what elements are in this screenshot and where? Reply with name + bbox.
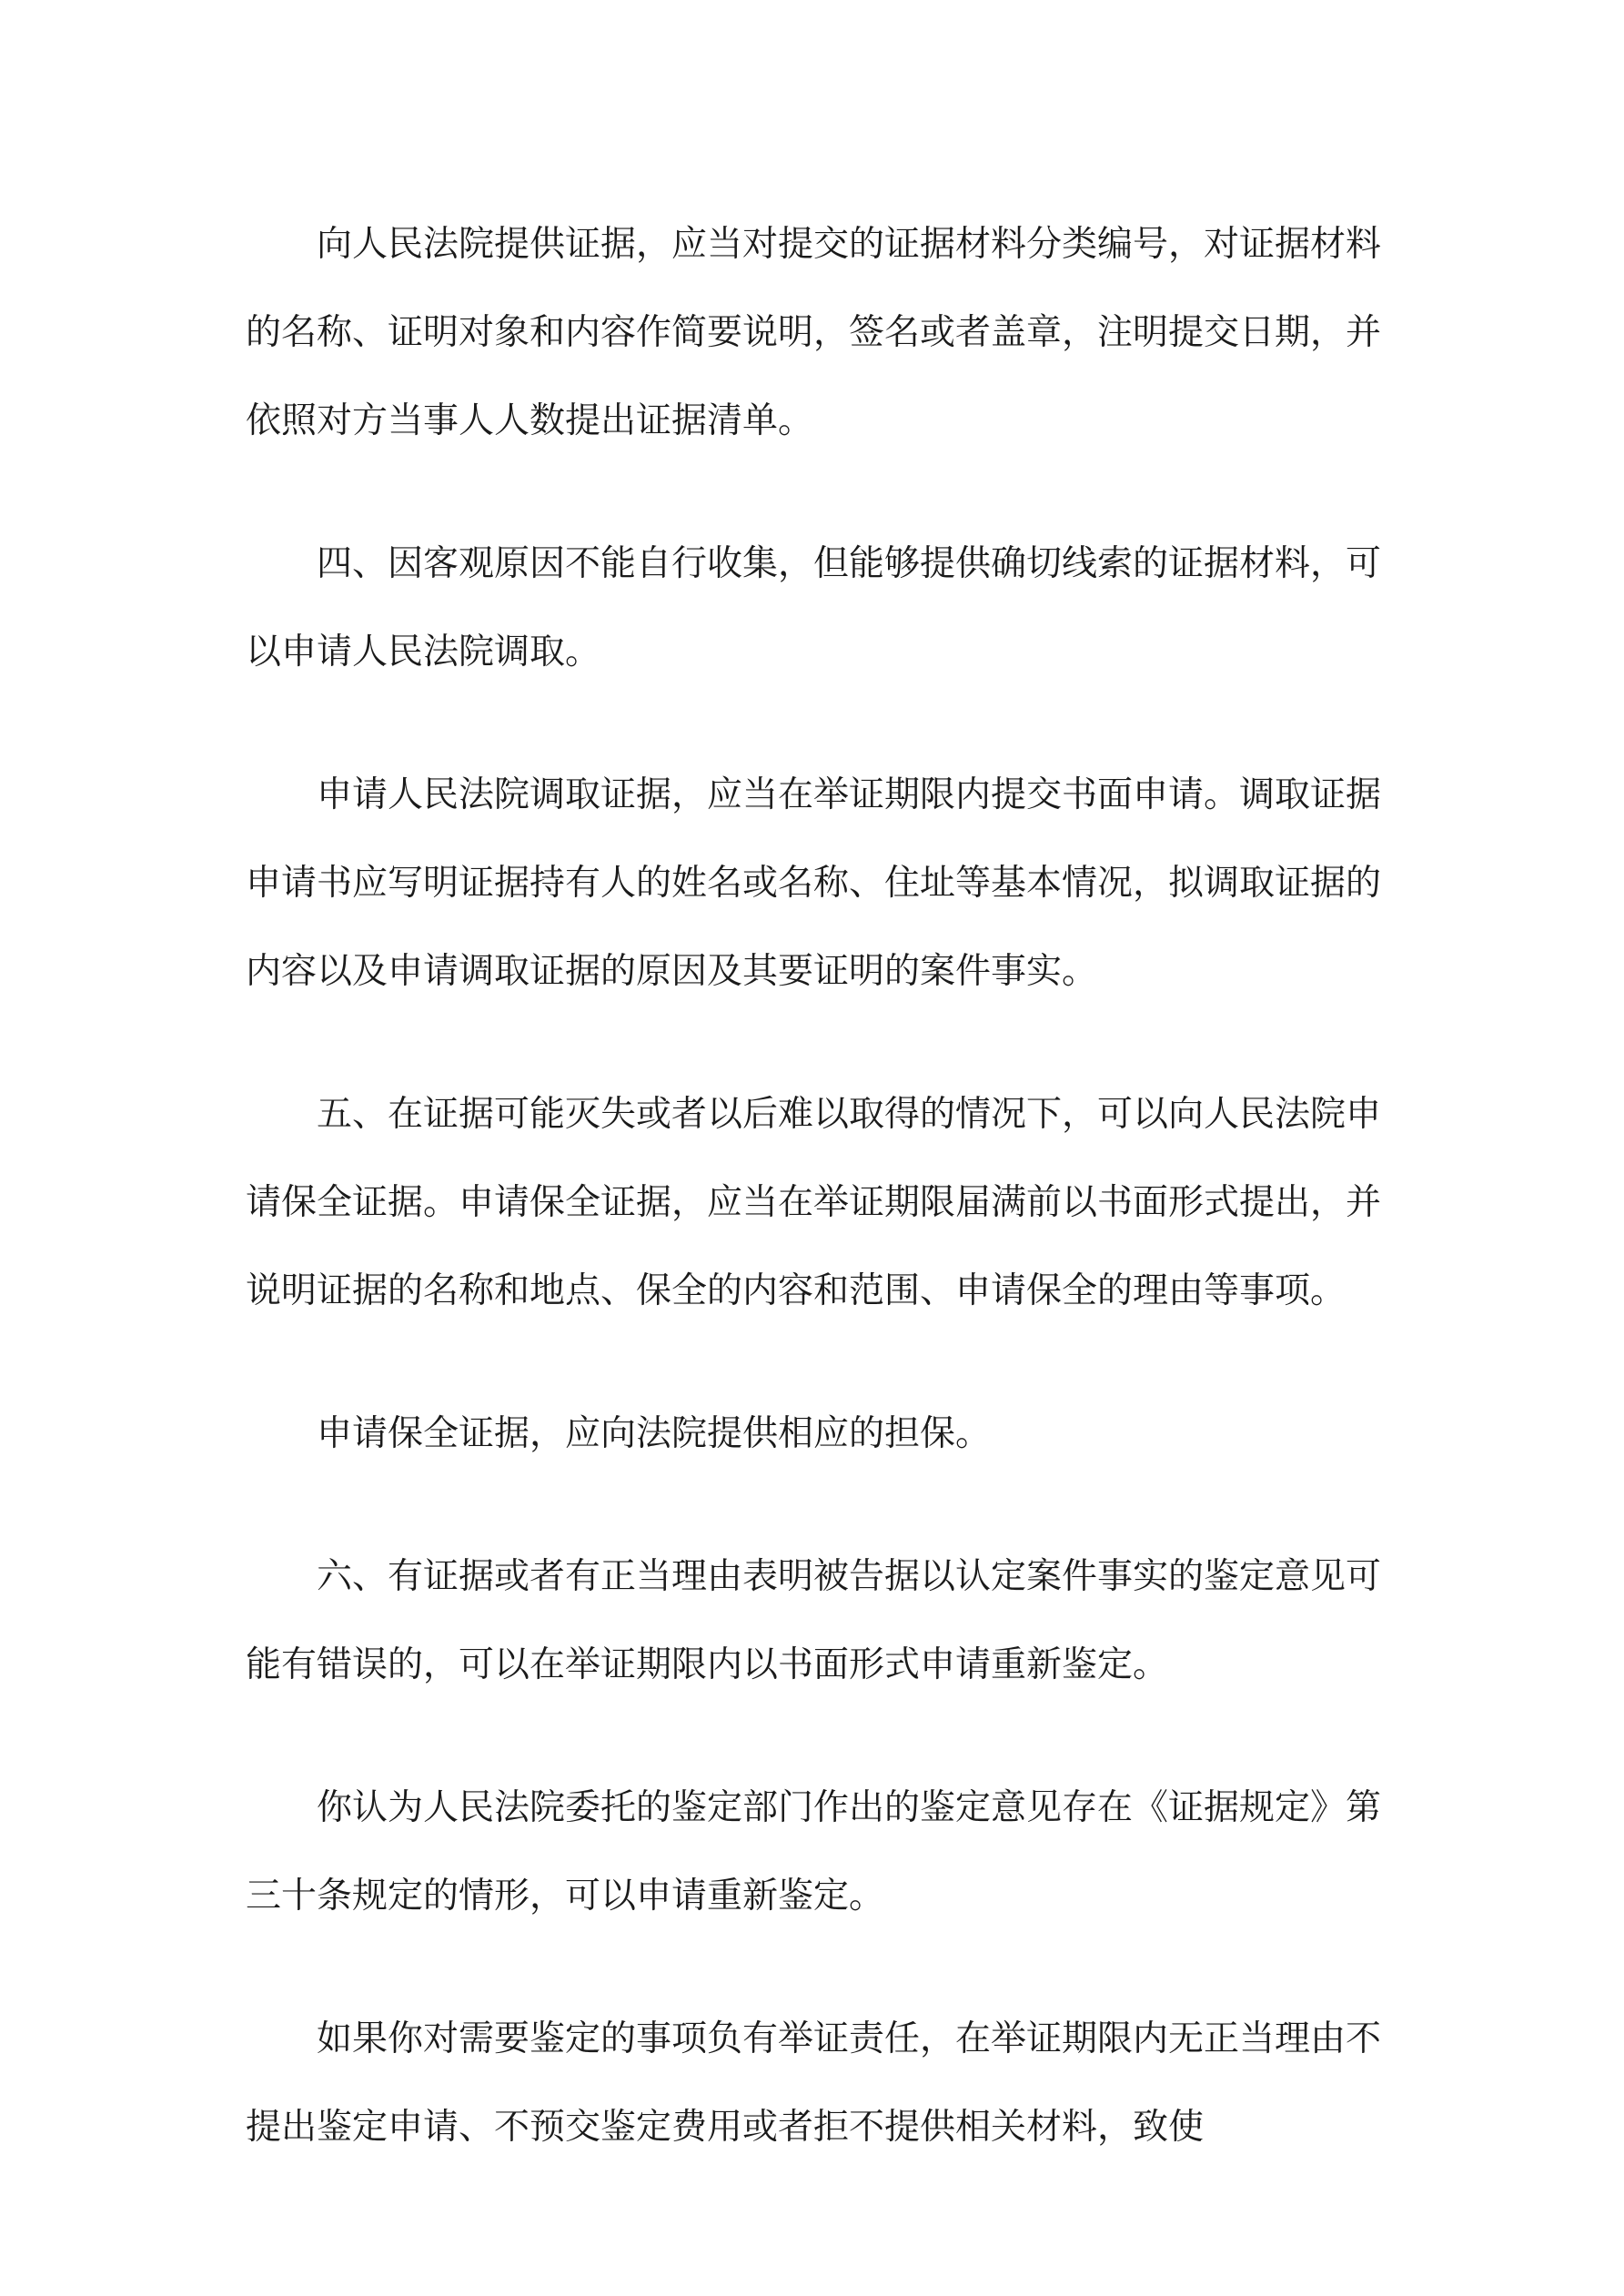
document-body <box>246 200 1381 2226</box>
paragraph-section-six: 六、有证据或者有正当理由表明被告据以认定案件事实的鉴定意见可能有错误的，可以在举证期限内以书面形式申请重新鉴定。 <box>246 1556 1382 1685</box>
paragraph-section-five: 五、在证据可能灭失或者以后难以取得的情况下，可以向人民法院申请保全证据。申请保全证据，应当在举证期限届满前以书面形式提出，并说明证据的名称和地点、保全的内容和范围、申请保全的理由等事项。 <box>246 1094 1382 1311</box>
paragraph-preservation-guarantee: 申请保全证据，应向法院提供相应的担保。 <box>317 1413 992 1454</box>
paragraph-section-four: 四、因客观原因不能自行收集，但能够提供确切线索的证据材料，可以申请人民法院调取。 <box>246 543 1382 673</box>
paragraph-evidence-submission: 向人民法院提供证据，应当对提交的证据材料分类编号，对证据材料的名称、证明对象和内容作简要说明，签名或者盖章，注明提交日期，并依照对方当事人人数提出证据清单。 <box>246 224 1382 441</box>
paragraph-burden-of-proof: 如果你对需要鉴定的事项负有举证责任，在举证期限内无正当理由不提出鉴定申请、不预交鉴定费用或者拒不提供相关材料，致使 <box>246 2018 1382 2148</box>
paragraph-reappraisal-request: 你认为人民法院委托的鉴定部门作出的鉴定意见存在《证据规定》第三十条规定的情形，可以申请重新鉴定。 <box>246 1787 1382 1917</box>
paragraph-court-collection-request: 申请人民法院调取证据，应当在举证期限内提交书面申请。调取证据申请书应写明证据持有人的姓名或名称、住址等基本情况，拟调取证据的内容以及申请调取证据的原因及其要证明的案件事实。 <box>246 774 1382 992</box>
